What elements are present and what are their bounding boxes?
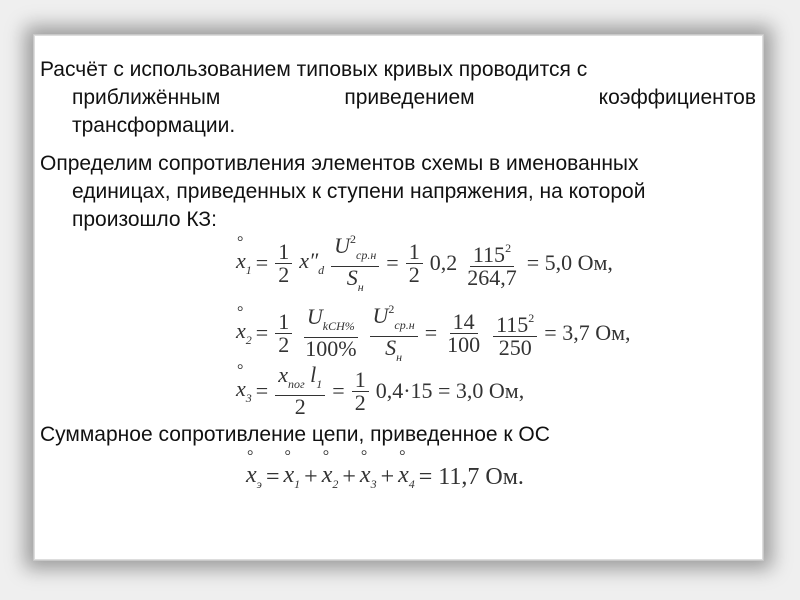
paragraph-line: Определим сопротивления элементов схемы в именованных — [40, 152, 639, 175]
formula-lhs: ° $x_2$ — [236, 318, 252, 348]
paragraph-line: единицах, приведенных к ступени напряжения, на которой — [72, 180, 646, 203]
formula-lhs: ° $x_1$ — [236, 248, 252, 278]
fraction: $\frac{14}{100}$ — [447, 308, 481, 357]
fraction: $\frac{1}{2}$ — [275, 311, 292, 356]
fraction: $\frac{1}{2}$ — [406, 241, 423, 286]
formula-x2: ° $x_2$ = $\frac{1}{2}$ $\frac{U_{kCH\%}}{100\%}$ $\frac{U^2_{ср.н}}{S_н}$ = $\frac{14}{100}$ $\frac{115^2}{250}$ = 3,7 Ом, — [236, 298, 631, 368]
formula-term: $x''_d$ — [299, 248, 325, 277]
fraction: $\frac{115^2}{264,7}$ — [464, 237, 520, 289]
formula-total: ° $x_э$ = ° $x_1$ + ° $x_2$ + ° $x_3$ + ° $x_4$ = 11,7 Ом. — [246, 462, 524, 492]
paragraph-line: Расчёт с использованием типовых кривых проводится с — [40, 58, 588, 81]
fraction: $\frac{U_{kCH\%}}{100\%}$ — [305, 304, 357, 361]
formula-result: = 5,0 Ом, — [526, 250, 613, 275]
paragraph-define — [40, 150, 756, 234]
formula-lhs: ° $x_3$ — [236, 376, 252, 406]
formula-term: ° $x_1$ — [284, 462, 301, 492]
formula-term: 0,2 — [429, 250, 458, 275]
formula-x3: ° $x_3$ = $\frac{x_{пог} l_1}{2}$ = $\frac{1}{2}$ 0,4·15 = 3,0 Ом, — [236, 364, 524, 418]
formula-result: = 11,7 Ом. — [418, 463, 524, 490]
fraction: $\frac{U^2_{ср.н}}{S_н}$ — [331, 228, 379, 298]
paragraph-line: произошло КЗ: — [72, 208, 217, 231]
paragraph-line: трансформации. — [72, 114, 236, 137]
fraction: $\frac{115^2}{250}$ — [493, 307, 537, 359]
fraction: $\frac{x_{пог} l_1}{2}$ — [275, 364, 325, 418]
fraction: $\frac{1}{2}$ — [352, 369, 369, 414]
formula-lhs: ° $x_э$ — [246, 462, 262, 492]
formula-term: ° $x_4$ — [398, 462, 415, 492]
paragraph-intro — [40, 56, 756, 140]
formula-result: 0,4·15 = 3,0 Ом, — [375, 378, 525, 403]
formula-result: = 3,7 Ом, — [544, 320, 631, 345]
formula-x1: ° $x_1$ = $\frac{1}{2}$ $x''_d$ $\frac{U^2_{ср.н}}{S_н}$ = $\frac{1}{2}$ 0,2 $\frac{115^2}{264,7}$ = 5,0 Ом, — [236, 228, 613, 298]
fraction: $\frac{U^2_{ср.н}}{S_н}$ — [370, 298, 418, 368]
paragraph-line: приближённым приведением коэффициентов — [72, 86, 756, 109]
paragraph-total: Суммарное сопротивление цепи, приведенное к ОС — [40, 423, 550, 446]
formula-term: ° $x_2$ — [322, 462, 339, 492]
formula-term: ° $x_3$ — [360, 462, 377, 492]
fraction: $\frac{1}{2}$ — [275, 241, 292, 286]
